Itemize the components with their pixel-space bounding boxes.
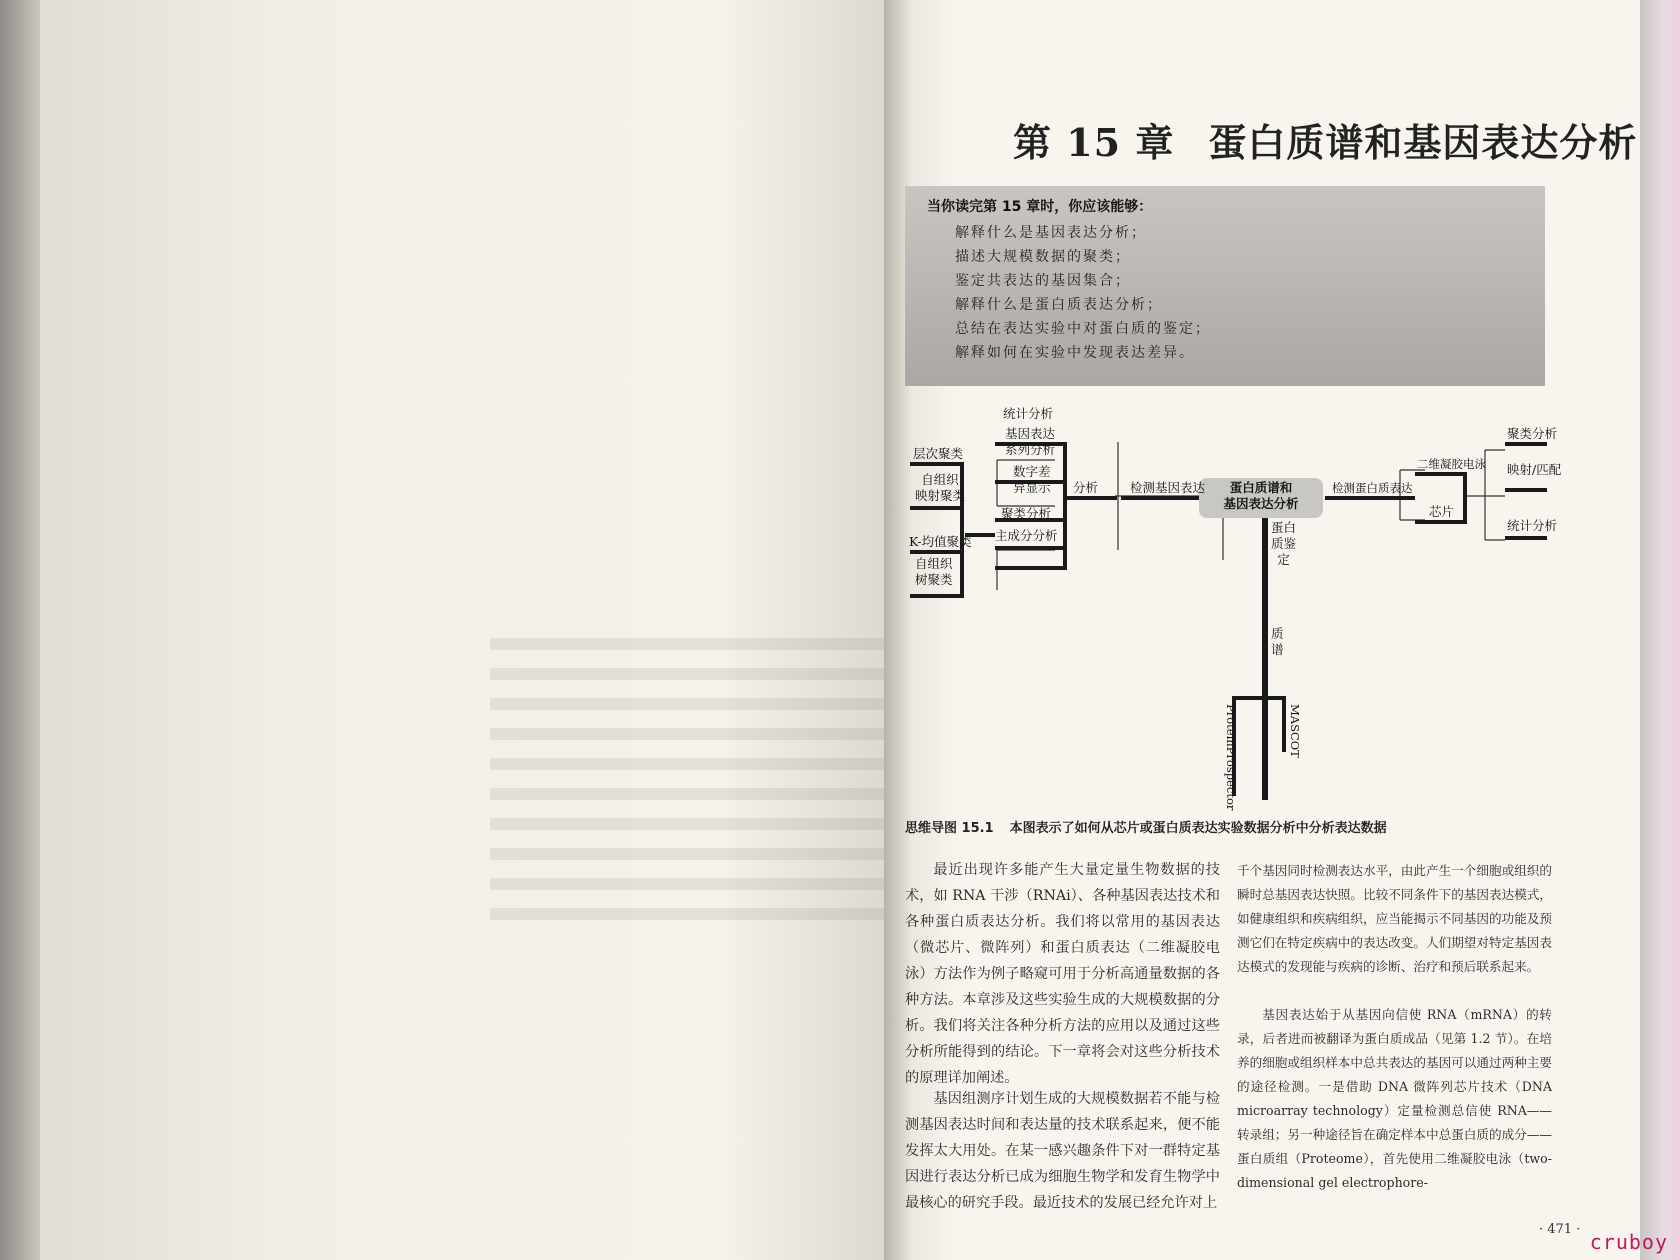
body-paragraph-right-1: 千个基因同时检测表达水平，由此产生一个细胞或组织的瞬时总基因表达快照。比较不同条件下的基因表达模式，如健康组织和疾病组织，应当能揭示不同基因的功能及预测它们在特定疾病中的表达改变。人们期望对特定基因表达模式的发现能与疾病的诊断、治疗和预后联系起来。: [1237, 863, 1552, 974]
node-protein-identification: 蛋白 质鉴 定: [1271, 520, 1297, 567]
node-proteinprospector: ProteinProspector: [1224, 704, 1238, 811]
node-som: 自组织 映射聚类: [915, 472, 966, 503]
watermark: cruboy: [1589, 1230, 1668, 1254]
learning-objectives-box: [905, 186, 1545, 386]
chapter-title: [1013, 112, 1637, 167]
node-stat-analysis: 统计分析: [1003, 406, 1054, 421]
node-chip: 芯片: [1429, 504, 1455, 519]
node-ddd: 数字差 异显示: [1013, 464, 1051, 495]
objective-item: 描述大规模数据的聚类；: [955, 249, 1131, 265]
objective-item: 解释什么是蛋白质表达分析；: [955, 297, 1163, 313]
node-analysis: 分析: [1073, 480, 1099, 495]
node-gel-stat: 统计分析: [1507, 518, 1558, 533]
node-mass-spec: 质 谱: [1271, 626, 1284, 657]
node-mapping: 映射/匹配: [1507, 462, 1562, 477]
node-mascot: MASCOT: [1288, 704, 1302, 758]
caption-label: 思维导图 15.1: [905, 821, 994, 836]
left-page: [40, 0, 890, 1260]
node-detect-protein-expression: 检测蛋白质表达: [1332, 481, 1413, 495]
node-pca: 主成分分析: [995, 528, 1058, 543]
node-cluster-analysis: 聚类分析: [1001, 506, 1052, 521]
node-gel-cluster: 聚类分析: [1507, 426, 1558, 441]
center-node: 蛋白质谱和 基因表达分析: [1223, 480, 1299, 511]
node-kmeans: K-均值聚类: [909, 534, 972, 549]
node-sotree: 自组织 树聚类: [915, 556, 953, 587]
objective-item: 解释什么是基因表达分析；: [955, 225, 1147, 241]
mind-map-diagram: [905, 400, 1562, 811]
page-fore-edge: [1640, 0, 1680, 1260]
page-number: · 471 ·: [1539, 1222, 1581, 1237]
bleed-through-text: [490, 620, 910, 1050]
figure-caption: [905, 817, 1403, 836]
objective-item: 鉴定共表达的基因集合；: [955, 273, 1131, 289]
body-paragraph-right-2: 基因表达始于从基因向信使 RNA（mRNA）的转录，后者进而被翻译为蛋白质成品（见第 1.2 节）。在培养的细胞或组织样本中总共表达的基因可以通过两种主要的途径检测。一是借助 DNA 微阵列芯片技术（DNA microarray technology）定量检测总信使 RNA——转录组；另一种途径旨在确定样本中总蛋白质的成分——蛋白质组（Proteome），首先使用二维凝胶电泳（two-dimensional gel electrophore-: [1237, 1007, 1552, 1190]
chapter-name: 蛋白质谱和基因表达分析: [1208, 120, 1638, 165]
node-hierarchical: 层次聚类: [913, 446, 964, 461]
objectives-heading: 当你读完第 15 章时，你应该能够：: [927, 199, 1153, 215]
body-paragraph-left-1: 最近出现许多能产生大量定量生物数据的技术，如 RNA 干涉（RNAi）、各种基因表达技术和各种蛋白质表达分析。我们将以常用的基因表达（微芯片、微阵列）和蛋白质表达（二维凝胶电泳）方法作为例子略窥可用于分析高通量数据的各种方法。本章涉及这些实验生成的大规模数据的分析。我们将关注各种分析方法的应用以及通过这些分析所能得到的结论。下一章将会对这些分析技术的原理详加阐述。: [905, 862, 1220, 1086]
objective-item: 总结在表达实验中对蛋白质的鉴定；: [955, 321, 1211, 337]
node-detect-gene-expression: 检测基因表达: [1130, 480, 1206, 495]
node-sage: 基因表达 系列分析: [1005, 426, 1056, 457]
objective-item: 解释如何在实验中发现表达差异。: [955, 345, 1195, 361]
body-paragraph-left-2: 基因组测序计划生成的大规模数据若不能与检测基因表达时间和表达量的技术联系起来，便不能发挥太大用处。在某一感兴趣条件下对一群特定基因进行表达分析已成为细胞生物学和发育生物学中最核心的研究手段。最近技术的发展已经允许对上: [905, 1091, 1220, 1211]
chapter-number: 第 15 章: [1013, 120, 1175, 165]
node-2d-gel: 二维凝胶电泳: [1417, 457, 1486, 471]
caption-text: 本图表示了如何从芯片或蛋白质表达实验数据分析中分析表达数据: [1009, 821, 1387, 836]
